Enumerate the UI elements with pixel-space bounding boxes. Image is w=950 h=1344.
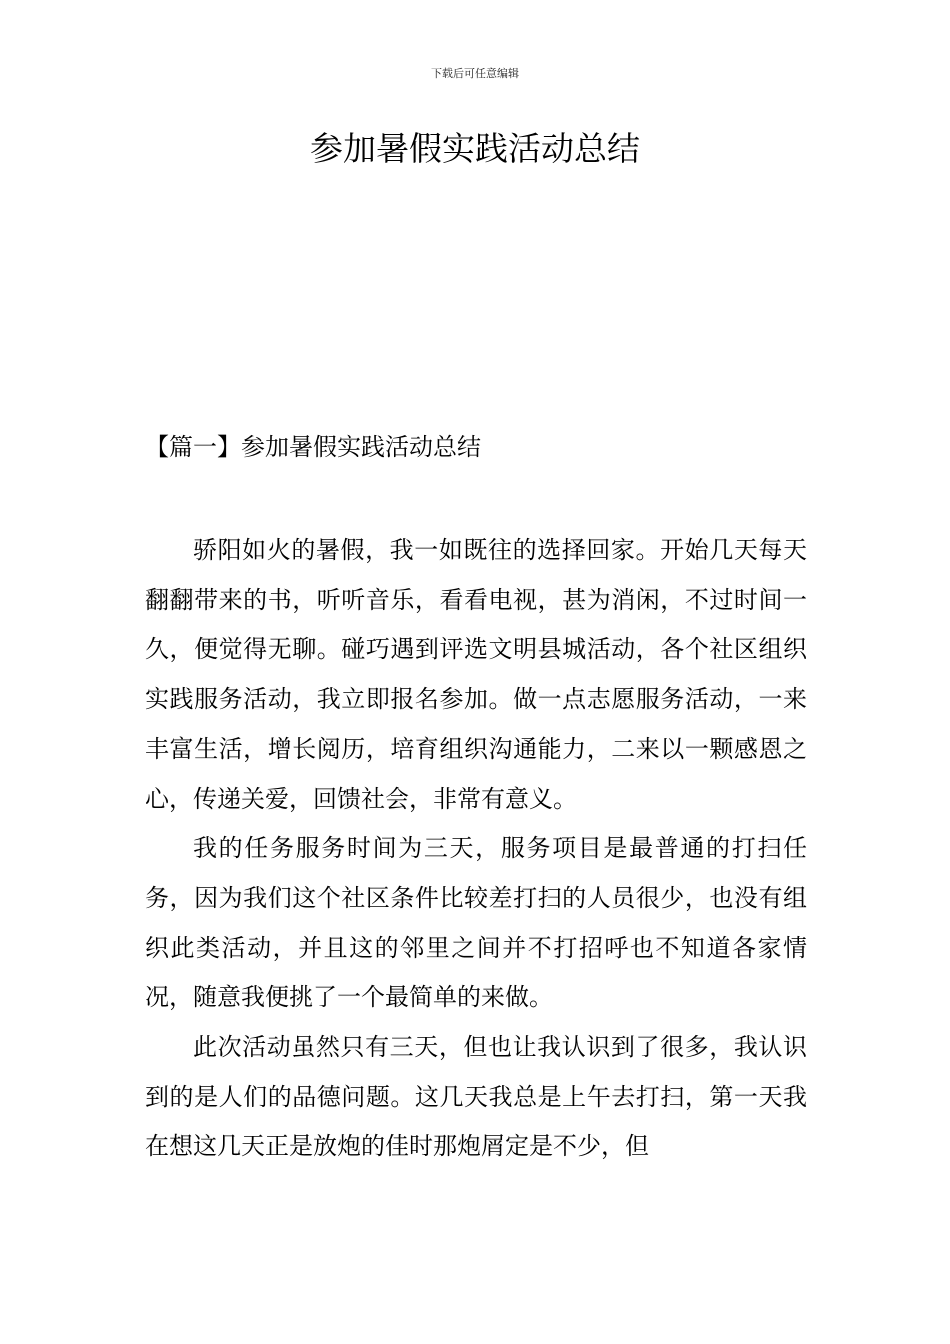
document-title: 参加暑假实践活动总结 <box>310 129 640 168</box>
body-paragraph: 我的任务服务时间为三天，服务项目是最普通的打扫任务，因为我们这个社区条件比较差打扫的人员很少，也没有组织此类活动，并且这的邻里之间并不打招呼也不知道各家情况，随意我便挑了一个最简单的来做。 <box>145 834 807 1012</box>
body-paragraph: 此次活动虽然只有三天，但也让我认识到了很多，我认识到的是人们的品德问题。这几天我总是上午去打扫，第一天我在想这几天正是放炮的佳时那炮屑定是不少，但 <box>145 1033 807 1161</box>
section-heading: 【篇一】参加暑假实践活动总结 <box>145 433 481 461</box>
header-note: 下载后可任意编辑 <box>431 67 519 80</box>
body-paragraph: 骄阳如火的暑假，我一如既往的选择回家。开始几天每天翻翻带来的书，听听音乐，看看电视，甚为消闲，不过时间一久，便觉得无聊。碰巧遇到评选文明县城活动，各个社区组织实践服务活动，我立即报名参加。做一点志愿服务活动，一来丰富生活，增长阅历，培育组织沟通能力，二来以一颗感恩之心，传递关爱，回馈社会，非常有意义。 <box>145 536 807 813</box>
document-body <box>145 526 807 1172</box>
